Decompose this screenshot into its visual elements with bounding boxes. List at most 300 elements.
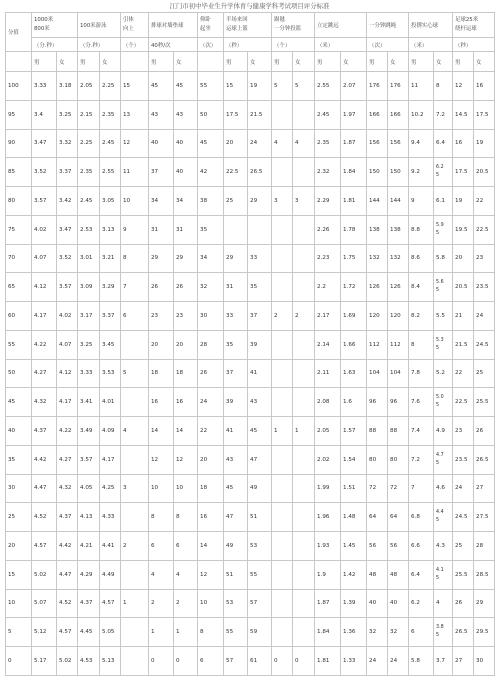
table-cell: 4.37	[78, 589, 100, 618]
table-cell: 45	[174, 72, 198, 101]
table-cell: 29	[474, 589, 495, 618]
table-cell: 4.09	[100, 417, 121, 446]
table-cell: 32	[388, 618, 409, 647]
table-cell: 5.8	[409, 647, 434, 676]
table-cell	[272, 503, 293, 532]
table-cell: 45	[198, 129, 224, 158]
table-cell: 17.5	[453, 158, 474, 187]
table-cell: 3.09	[78, 273, 100, 302]
table-cell: 3.29	[100, 273, 121, 302]
score-cell: 65	[6, 273, 32, 302]
table-cell: 26.5	[474, 445, 495, 474]
score-cell: 90	[6, 129, 32, 158]
table-cell: 126	[388, 273, 409, 302]
score-table	[5, 12, 495, 676]
table-cell: 156	[388, 129, 409, 158]
table-cell: 4	[293, 129, 315, 158]
table-cell: 1.93	[315, 532, 341, 561]
table-cell: 4	[121, 417, 149, 446]
table-cell: 32	[367, 618, 388, 647]
table-cell: 4.42	[32, 445, 57, 474]
score-cell: 100	[6, 72, 32, 101]
table-cell: 29.5	[474, 618, 495, 647]
table-cell: 29	[174, 244, 198, 273]
table-row	[6, 560, 495, 589]
table-cell: 11	[409, 72, 434, 101]
table-cell: 16	[198, 503, 224, 532]
table-cell: 21.5	[453, 330, 474, 359]
table-cell: 26	[149, 273, 174, 302]
table-cell: 12	[149, 445, 174, 474]
table-cell	[293, 503, 315, 532]
score-cell: 60	[6, 302, 32, 331]
table-cell: 23.5	[474, 273, 495, 302]
table-cell: 166	[367, 100, 388, 129]
table-cell	[121, 560, 149, 589]
table-cell: 7.6	[409, 388, 434, 417]
table-cell: 6.1	[434, 187, 453, 216]
table-cell: 40	[367, 589, 388, 618]
table-cell	[293, 560, 315, 589]
table-row	[6, 445, 495, 474]
table-cell: 26	[198, 359, 224, 388]
table-cell: 5.3 5	[434, 330, 453, 359]
table-cell: 3.41	[78, 388, 100, 417]
table-cell: 2.14	[315, 330, 341, 359]
table-row	[6, 129, 495, 158]
score-cell: 40	[6, 417, 32, 446]
table-cell	[272, 330, 293, 359]
table-cell: 37	[149, 158, 174, 187]
table-cell: 1.54	[341, 445, 367, 474]
table-cell: 51	[248, 503, 272, 532]
table-cell: 40	[174, 158, 198, 187]
table-cell: 88	[388, 417, 409, 446]
table-cell: 5.9 5	[434, 215, 453, 244]
table-cell: 28	[474, 532, 495, 561]
table-cell	[272, 388, 293, 417]
table-cell: 41	[224, 417, 248, 446]
table-cell: 4.32	[57, 474, 78, 503]
table-cell	[272, 532, 293, 561]
table-cell: 27	[474, 474, 495, 503]
table-cell: 4.12	[57, 359, 78, 388]
table-cell: 11	[121, 158, 149, 187]
table-cell	[272, 445, 293, 474]
table-cell: 3.47	[32, 129, 57, 158]
gender-male: 男	[453, 52, 474, 72]
table-cell: 4.32	[32, 388, 57, 417]
table-cell: 15	[121, 72, 149, 101]
table-cell: 6	[121, 302, 149, 331]
table-cell: 7.4	[409, 417, 434, 446]
table-cell: 34	[174, 187, 198, 216]
table-cell: 3	[293, 187, 315, 216]
table-cell: 4.21	[78, 532, 100, 561]
header-row-names	[6, 13, 495, 38]
table-cell: 2.35	[100, 100, 121, 129]
table-cell: 10	[149, 474, 174, 503]
table-cell: 64	[367, 503, 388, 532]
table-cell: 104	[388, 359, 409, 388]
table-cell: 2.26	[315, 215, 341, 244]
table-cell: 19	[453, 187, 474, 216]
table-cell: 4.17	[32, 302, 57, 331]
table-cell: 3.53	[100, 359, 121, 388]
table-cell: 2.08	[315, 388, 341, 417]
table-cell: 55	[198, 72, 224, 101]
table-cell: 4.3	[434, 532, 453, 561]
table-cell: 25	[224, 187, 248, 216]
table-cell: 26	[174, 273, 198, 302]
table-cell: 2.05	[78, 72, 100, 101]
header-long-jump: 立定跳远	[315, 13, 367, 38]
table-cell: 56	[388, 532, 409, 561]
table-row	[6, 618, 495, 647]
table-cell: 4.02	[57, 302, 78, 331]
table-cell: 8	[149, 503, 174, 532]
table-cell	[248, 215, 272, 244]
table-cell: 3	[272, 187, 293, 216]
header-basketball-layup	[224, 13, 272, 38]
table-cell: 40	[174, 129, 198, 158]
table-cell: 51	[224, 560, 248, 589]
table-cell: 34	[198, 244, 224, 273]
table-cell: 10	[198, 589, 224, 618]
table-cell	[272, 359, 293, 388]
table-cell: 6.6	[409, 532, 434, 561]
score-cell: 70	[6, 244, 32, 273]
table-cell: 3.52	[57, 244, 78, 273]
table-cell: 1.96	[315, 503, 341, 532]
unit-shuttle: （个）	[272, 38, 315, 52]
table-cell: 16	[149, 388, 174, 417]
table-cell: 120	[367, 302, 388, 331]
table-cell: 3.8 5	[434, 618, 453, 647]
table-cell: 1.45	[341, 532, 367, 561]
table-cell: 2.2	[315, 273, 341, 302]
header-run-line1: 1000米	[34, 17, 54, 23]
table-cell: 88	[367, 417, 388, 446]
table-cell: 30	[474, 647, 495, 676]
unit-long-jump: （米）	[315, 38, 367, 52]
table-cell: 32	[198, 273, 224, 302]
table-cell: 12	[453, 72, 474, 101]
table-cell: 144	[367, 187, 388, 216]
table-cell: 3.4	[32, 100, 57, 129]
table-cell: 6	[198, 647, 224, 676]
table-cell: 40	[149, 129, 174, 158]
table-cell: 4	[174, 560, 198, 589]
header-run	[32, 13, 78, 38]
table-cell: 35	[198, 215, 224, 244]
table-cell: 43	[149, 100, 174, 129]
table-row	[6, 158, 495, 187]
header-row-units	[6, 38, 495, 52]
gender-male: 男	[224, 52, 248, 72]
table-cell: 7	[409, 474, 434, 503]
table-cell: 4.07	[57, 330, 78, 359]
table-cell: 4.57	[100, 589, 121, 618]
unit-situp: （次）	[198, 38, 224, 52]
gender-female: 女	[174, 52, 198, 72]
table-cell: 22.5	[474, 215, 495, 244]
table-cell: 4.52	[32, 503, 57, 532]
page-title: 江门市初中毕业生升学体育与健康学科考试项目评分标准	[169, 2, 330, 10]
table-row	[6, 187, 495, 216]
header-shot-put: 投掷实心球	[409, 13, 453, 38]
unit-layup: （秒）	[224, 38, 272, 52]
table-cell: 1	[149, 618, 174, 647]
table-cell: 2.45	[78, 187, 100, 216]
table-row	[6, 388, 495, 417]
table-cell: 57	[224, 647, 248, 676]
table-cell: 3.32	[57, 129, 78, 158]
table-cell: 3.25	[57, 100, 78, 129]
table-cell: 3.57	[78, 445, 100, 474]
table-cell: 1.69	[341, 302, 367, 331]
table-cell: 24	[388, 647, 409, 676]
table-cell: 16	[474, 72, 495, 101]
unit-swim: （分.秒）	[78, 38, 121, 52]
header-swim: 100米游泳	[78, 13, 121, 38]
table-cell: 4.01	[100, 388, 121, 417]
table-cell: 0	[272, 647, 293, 676]
table-cell: 23.5	[453, 445, 474, 474]
table-cell: 150	[367, 158, 388, 187]
table-cell: 49	[224, 532, 248, 561]
table-cell: 1.33	[341, 647, 367, 676]
table-row	[6, 244, 495, 273]
table-cell: 2.05	[315, 417, 341, 446]
table-cell: 18	[198, 474, 224, 503]
table-cell: 23	[149, 302, 174, 331]
table-cell: 1.72	[341, 273, 367, 302]
table-cell: 0	[174, 647, 198, 676]
table-cell: 22	[474, 187, 495, 216]
table-cell: 22	[198, 417, 224, 446]
table-cell	[293, 330, 315, 359]
table-cell: 26.5	[248, 158, 272, 187]
table-cell: 33	[248, 244, 272, 273]
table-cell: 1.81	[341, 187, 367, 216]
table-cell: 3.57	[32, 187, 57, 216]
table-cell: 8	[434, 72, 453, 101]
score-cell: 25	[6, 503, 32, 532]
table-cell: 25.5	[474, 388, 495, 417]
table-cell: 53	[248, 532, 272, 561]
table-cell: 47	[224, 503, 248, 532]
gender-female: 女	[434, 52, 453, 72]
table-cell: 5	[272, 72, 293, 101]
table-cell	[293, 589, 315, 618]
header-situp-line2: 起坐	[200, 26, 211, 32]
table-cell: 72	[367, 474, 388, 503]
table-cell: 2.25	[100, 72, 121, 101]
score-cell: 75	[6, 215, 32, 244]
table-cell: 2.15	[78, 100, 100, 129]
table-cell	[272, 618, 293, 647]
score-cell: 0	[6, 647, 32, 676]
table-cell: 4	[434, 589, 453, 618]
table-cell: 6.4	[409, 560, 434, 589]
header-pullup-line2: 向上	[123, 26, 134, 32]
table-cell: 10.2	[409, 100, 434, 129]
table-cell: 25	[453, 532, 474, 561]
table-cell	[272, 158, 293, 187]
header-situp-line1: 仰卧	[200, 17, 211, 23]
table-cell	[272, 244, 293, 273]
table-cell: 1.78	[341, 215, 367, 244]
table-cell: 2.32	[315, 158, 341, 187]
table-cell: 5.5	[434, 302, 453, 331]
header-situp	[198, 13, 224, 38]
header-pullup	[121, 13, 149, 38]
score-cell: 45	[6, 388, 32, 417]
table-cell: 59	[248, 618, 272, 647]
table-cell: 9.2	[409, 158, 434, 187]
table-cell: 21.5	[248, 100, 272, 129]
header-pullup-line1: 引体	[123, 17, 134, 23]
table-cell: 20.5	[453, 273, 474, 302]
table-cell: 9.4	[409, 129, 434, 158]
table-cell: 6.2	[409, 589, 434, 618]
table-cell: 5	[293, 72, 315, 101]
table-cell	[121, 618, 149, 647]
table-cell: 3.01	[78, 244, 100, 273]
table-cell: 25	[474, 359, 495, 388]
table-cell: 2	[121, 532, 149, 561]
gender-male: 男	[367, 52, 388, 72]
score-cell: 95	[6, 100, 32, 129]
table-cell: 156	[367, 129, 388, 158]
table-cell: 4.22	[32, 330, 57, 359]
gender-male: 男	[149, 52, 174, 72]
table-cell: 4.17	[57, 388, 78, 417]
table-cell	[121, 388, 149, 417]
table-cell: 1	[121, 589, 149, 618]
header-shuttle-line2: 一分钟投篮	[274, 26, 301, 32]
table-cell: 3.17	[78, 302, 100, 331]
table-cell: 1.97	[341, 100, 367, 129]
table-cell: 13	[121, 100, 149, 129]
table-cell: 4.47	[32, 474, 57, 503]
table-row	[6, 330, 495, 359]
table-cell	[121, 647, 149, 676]
table-cell	[293, 532, 315, 561]
table-cell: 5	[121, 359, 149, 388]
table-cell: 29	[224, 244, 248, 273]
table-cell: 8.6	[409, 244, 434, 273]
table-cell: 20	[453, 244, 474, 273]
table-cell: 31	[224, 273, 248, 302]
table-cell: 2	[272, 302, 293, 331]
score-cell: 50	[6, 359, 32, 388]
table-cell: 22	[453, 359, 474, 388]
score-cell: 5	[6, 618, 32, 647]
table-cell: 4.29	[78, 560, 100, 589]
table-cell: 24	[474, 302, 495, 331]
gender-female: 女	[293, 52, 315, 72]
table-cell: 33	[224, 302, 248, 331]
gender-blank	[121, 52, 149, 72]
table-cell: 23	[474, 244, 495, 273]
table-cell: 4.05	[78, 474, 100, 503]
table-cell: 4.22	[57, 417, 78, 446]
table-cell: 3.52	[32, 158, 57, 187]
table-cell: 4.27	[57, 445, 78, 474]
table-cell: 120	[388, 302, 409, 331]
table-cell: 2.35	[78, 158, 100, 187]
table-cell: 1.87	[341, 129, 367, 158]
table-cell: 1.87	[315, 589, 341, 618]
table-cell: 126	[367, 273, 388, 302]
table-cell: 7	[121, 273, 149, 302]
table-cell: 5.13	[100, 647, 121, 676]
table-cell: 27.5	[474, 503, 495, 532]
table-cell	[293, 273, 315, 302]
table-cell: 3.42	[57, 187, 78, 216]
table-cell: 4.6	[434, 474, 453, 503]
table-cell	[272, 474, 293, 503]
table-cell: 8.2	[409, 302, 434, 331]
table-cell: 22.5	[224, 158, 248, 187]
table-cell: 2	[149, 589, 174, 618]
table-cell: 3.45	[100, 330, 121, 359]
table-cell: 39	[248, 330, 272, 359]
gender-blank	[198, 52, 224, 72]
table-cell: 35	[224, 330, 248, 359]
table-cell: 1.84	[341, 158, 367, 187]
table-cell: 19.5	[453, 215, 474, 244]
table-cell: 4.42	[57, 532, 78, 561]
table-cell: 4.07	[32, 244, 57, 273]
table-cell: 64	[388, 503, 409, 532]
table-cell	[272, 100, 293, 129]
table-cell: 17.5	[474, 100, 495, 129]
table-cell: 2.29	[315, 187, 341, 216]
gender-female: 女	[388, 52, 409, 72]
table-cell: 2.35	[315, 129, 341, 158]
header-layup-line1: 半场来回	[226, 17, 248, 23]
table-cell: 55	[224, 618, 248, 647]
table-cell: 4.52	[57, 589, 78, 618]
table-cell	[224, 215, 248, 244]
table-cell: 4.1 5	[434, 560, 453, 589]
table-cell	[272, 273, 293, 302]
table-cell: 1.57	[341, 417, 367, 446]
table-cell: 8	[198, 618, 224, 647]
table-cell: 1	[293, 417, 315, 446]
table-cell: 1.99	[315, 474, 341, 503]
table-cell	[272, 560, 293, 589]
table-cell: 2.45	[315, 100, 341, 129]
table-cell: 4	[272, 129, 293, 158]
table-cell: 8.8	[409, 215, 434, 244]
table-cell: 43	[174, 100, 198, 129]
table-cell: 4.49	[100, 560, 121, 589]
table-cell: 166	[388, 100, 409, 129]
table-cell: 38	[198, 187, 224, 216]
table-cell: 5.12	[32, 618, 57, 647]
gender-female: 女	[248, 52, 272, 72]
table-cell: 28	[198, 330, 224, 359]
header-volleyball: 排球对墙垫球	[149, 13, 198, 38]
table-cell: 1.6	[341, 388, 367, 417]
table-cell: 3.49	[78, 417, 100, 446]
table-cell: 14.5	[453, 100, 474, 129]
table-cell	[293, 158, 315, 187]
